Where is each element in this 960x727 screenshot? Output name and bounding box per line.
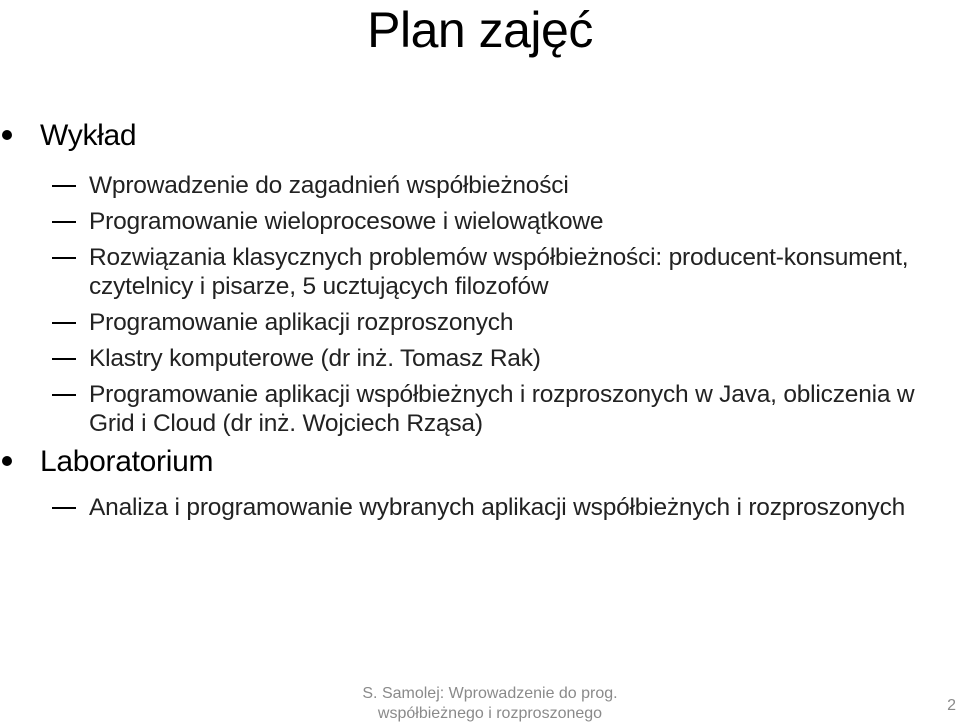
list-item-text: Klastry komputerowe (dr inż. Tomasz Rak)	[89, 345, 541, 372]
section-heading-label: Wykład	[40, 119, 137, 152]
slide-content	[0, 112, 960, 522]
section-heading-wyklad	[0, 118, 960, 154]
list-item-text: Analiza i programowanie wybranych aplikacji współbieżnych i rozproszonych	[89, 494, 906, 521]
dash-icon	[52, 221, 76, 223]
footer-line-1: S. Samolej: Wprowadzenie do prog.	[362, 685, 618, 702]
list-item	[0, 308, 960, 337]
footer-line-2: współbieżnego i rozproszonego	[377, 705, 603, 722]
dash-icon	[52, 322, 76, 324]
dash-icon	[52, 507, 76, 509]
list-item	[0, 493, 929, 522]
dash-icon	[52, 358, 76, 360]
page-number: 2	[947, 697, 956, 714]
dash-icon	[52, 185, 76, 187]
list-item-text: Programowanie aplikacji rozproszonych	[89, 309, 514, 336]
list-item	[0, 243, 959, 301]
list-item-text: Programowanie aplikacji współbieżnych i rozproszonych w Java, obliczenia w Grid i Cloud (dr inż. Wojciech Rząsa)	[89, 381, 915, 437]
list-item-text: Programowanie wieloprocesowe i wielowątkowe	[89, 208, 604, 235]
section-heading-laboratorium	[0, 444, 960, 480]
list-item	[0, 207, 960, 236]
bullet-icon	[2, 130, 12, 140]
slide-title: Plan zajęć	[367, 2, 593, 58]
list-item	[0, 344, 960, 373]
list-item-text: Wprowadzenie do zagadnień współbieżności	[89, 172, 569, 199]
dash-icon	[52, 394, 76, 396]
list-item	[0, 380, 949, 438]
section-heading-label: Laboratorium	[40, 445, 214, 478]
bullet-icon	[2, 456, 12, 466]
list-item	[0, 171, 960, 200]
footer-caption	[340, 684, 640, 724]
dash-icon	[52, 257, 76, 259]
list-item-text: Rozwiązania klasycznych problemów współbieżności: producent-konsument, czytelnicy i pisarze, 5 ucztujących filozofów	[89, 244, 909, 300]
